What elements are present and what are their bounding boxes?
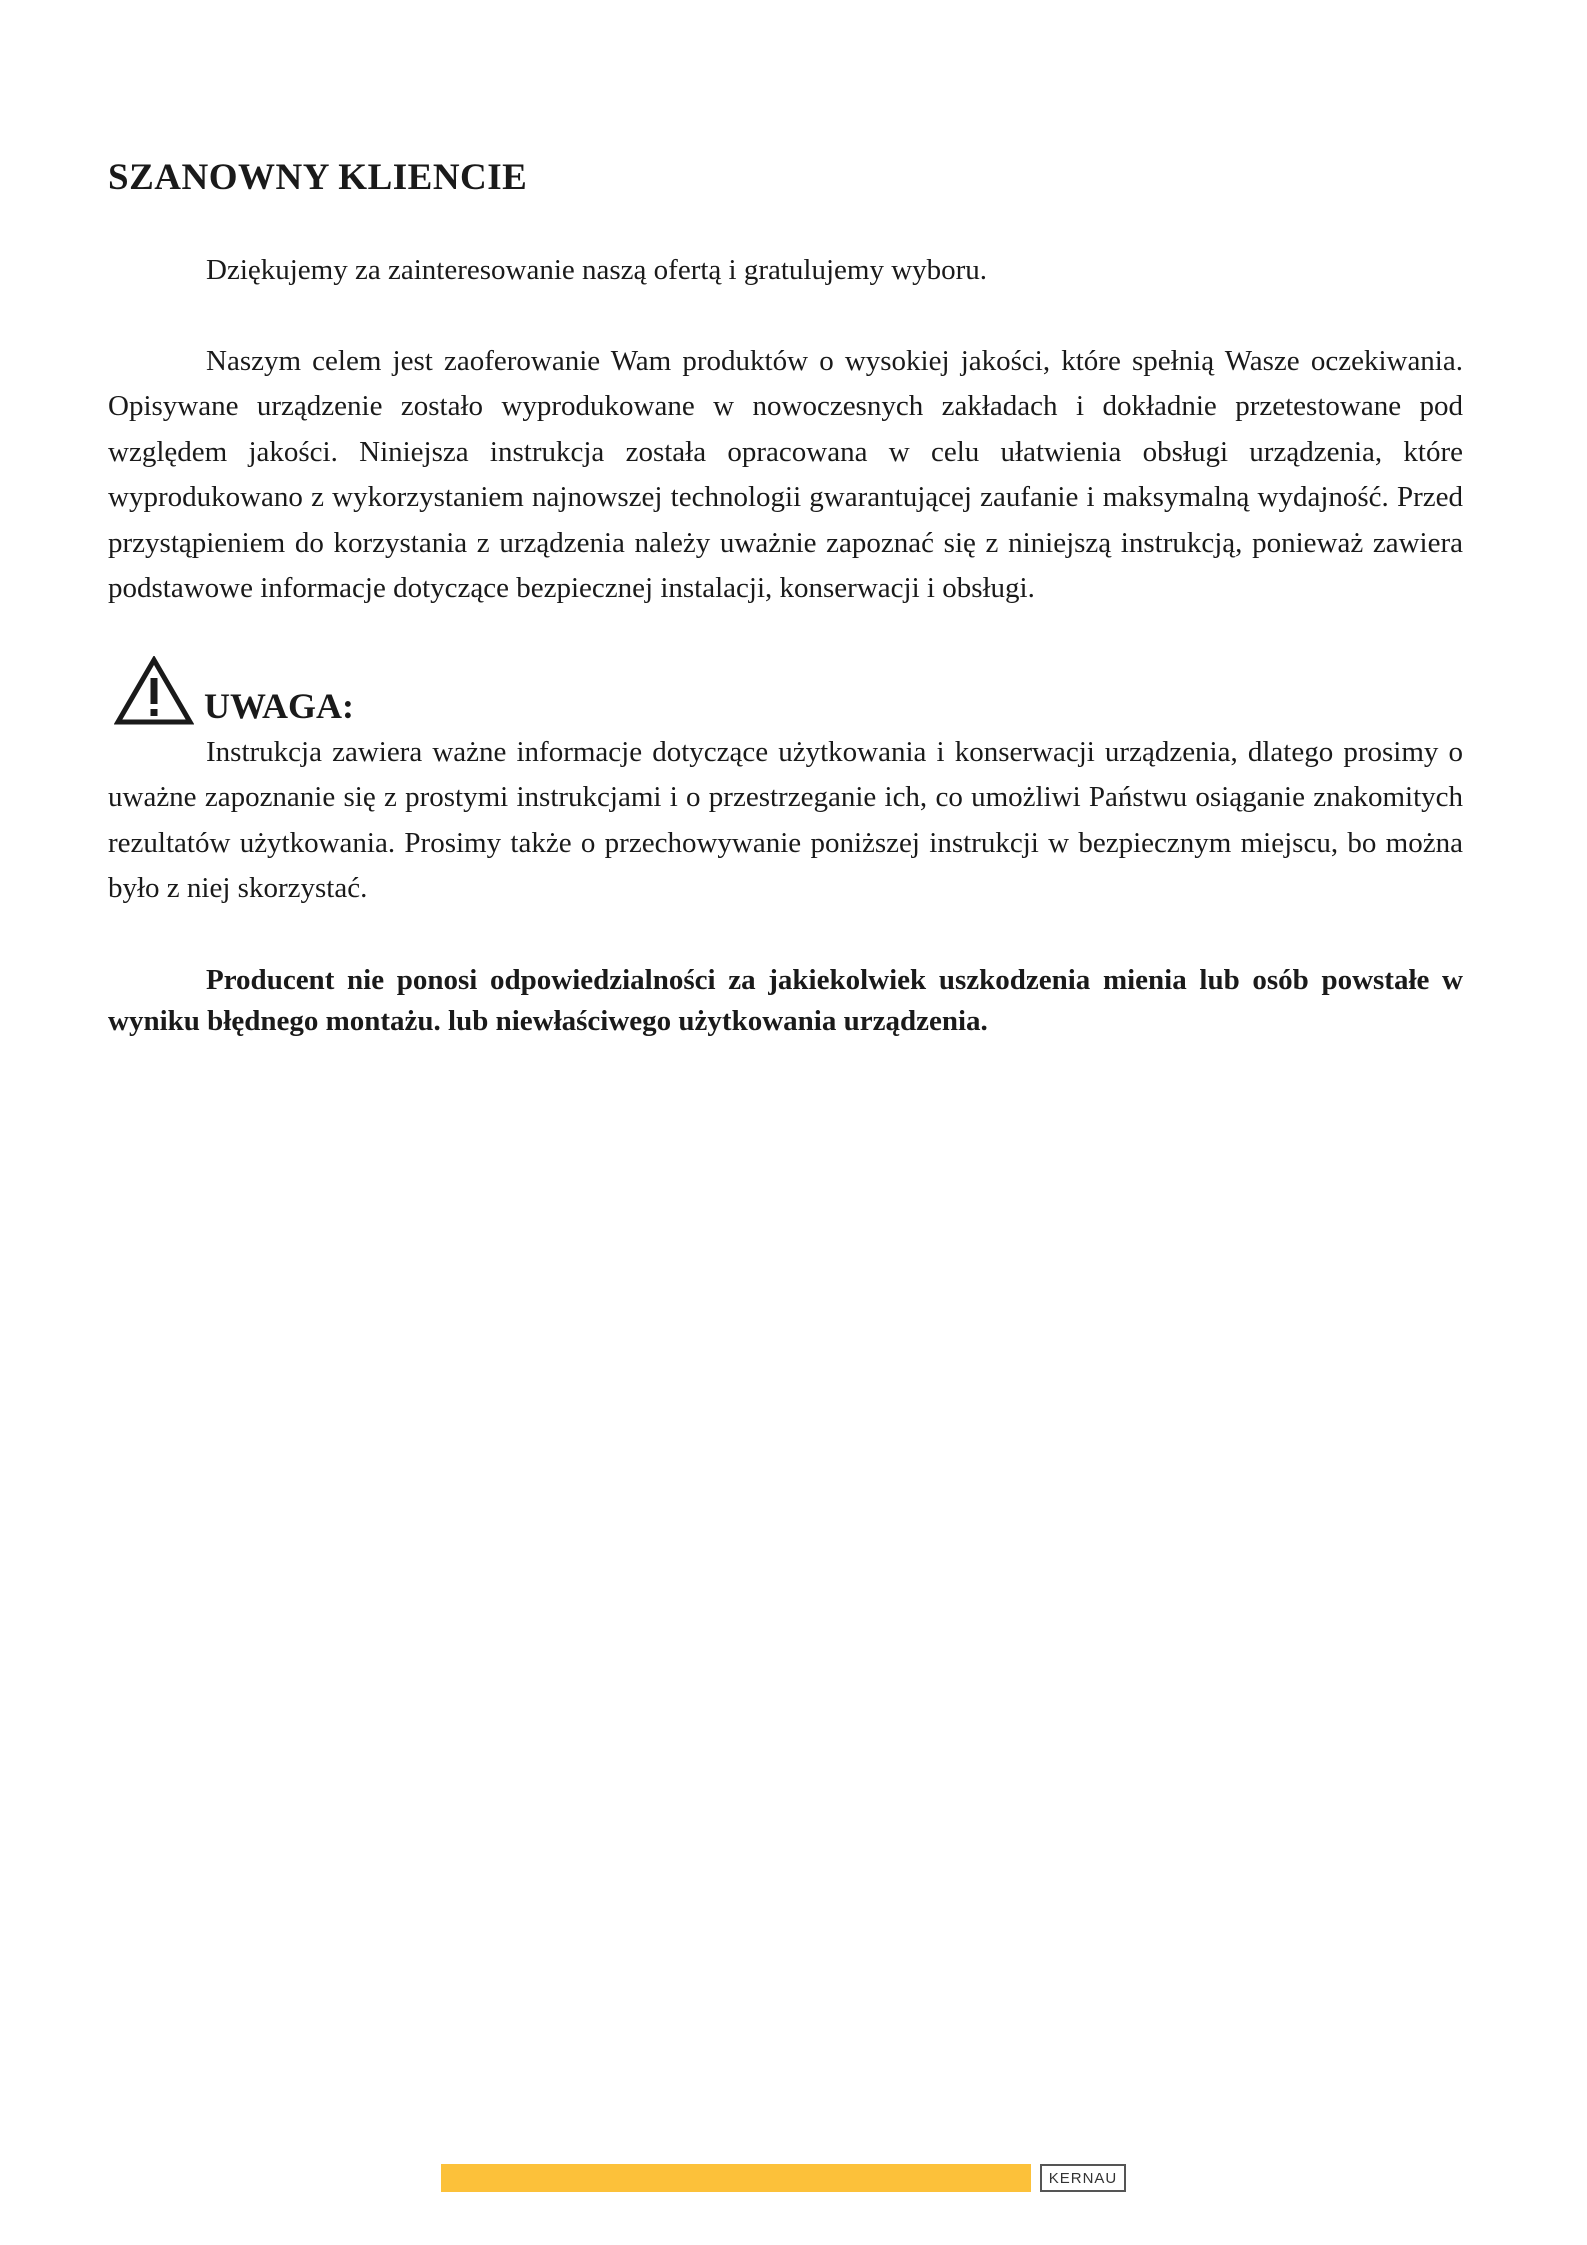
warning-triangle-icon [114, 656, 194, 726]
disclaimer-paragraph: Producent nie ponosi odpowiedzialności za jakiekolwiek uszkodzenia mienia lub osób powstałe w wyniku błędnego montażu. lub niewłaściwego użytkowania urządzenia. [108, 963, 1463, 1037]
footer-accent-bar [441, 2164, 1031, 2192]
document-content [108, 156, 1463, 1042]
warning-paragraph: Instrukcja zawiera ważne informacje dotyczące użytkowania i konserwacji urządzenia, dlatego prosimy o uważne zapoznanie się z prostymi instrukcjami i o przestrzeganie ich, co umożliwi Państwu osiąganie znakomitych rezultatów użytkowania. Prosimy także o przechowywanie poniższej instrukcji w bezpiecznym miejscu, bo można było z niej skorzystać. [108, 735, 1463, 905]
brand-logo: KERNAU [1040, 2164, 1126, 2192]
page-footer [441, 2164, 1126, 2192]
page-title: SZANOWNY KLIENCIE [108, 157, 528, 198]
thanks-paragraph: Dziękujemy za zainteresowanie naszą ofertą i gratulujemy wyboru. [206, 254, 988, 287]
warning-heading [108, 648, 1463, 726]
warning-title: UWAGA: [204, 685, 354, 726]
mission-paragraph: Naszym celem jest zaoferowanie Wam produktów o wysokiej jakości, które spełnią Wasze oczekiwania. Opisywane urządzenie zostało wyprodukowane w nowoczesnych zakładach i dokładnie przetestowane pod względem jakości. Niniejsza instrukcja została opracowana w celu ułatwienia obsługi urządzenia, które wyprodukowano z wykorzystaniem najnowszej technologii gwarantującej zaufanie i maksymalną wydajność. Przed przystąpieniem do korzystania z urządzenia należy uważnie zapoznać się z niniejszą instrukcją, ponieważ zawiera podstawowe informacje dotyczące bezpiecznej instalacji, konserwacji i obsługi. [108, 344, 1463, 605]
